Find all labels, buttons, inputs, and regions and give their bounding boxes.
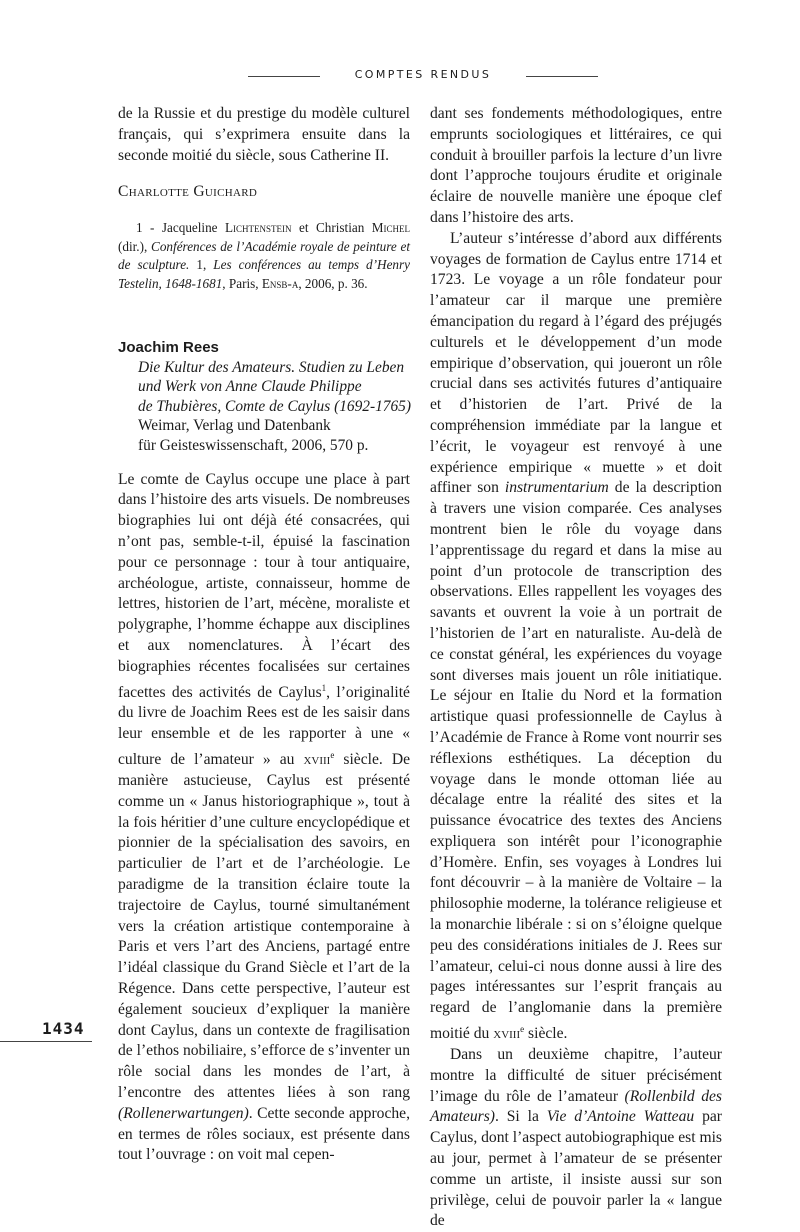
footnote-text: 1 - Jacqueline	[136, 220, 225, 236]
footnote-author: Lichtenstein	[225, 220, 292, 236]
review-text: siècle. De manière astucieuse, Caylus est présenté comme un « Janus historiographique », tout à la fois héritier d’une culture encyclopédique et pionnier de la spécialisation des savoirs, en particulier de l’art et de l’archéologie. Le paradigme de la transition éclaire toute la trajectoire de Caylus, tourné simultanément vers la création artistique contemporaine à Paris et vers l’art des Anciens, partagé entre l’idéal classique du Grand Siècle et l’art de la Régence. Dans cette perspective, l’auteur est également soucieux d’expliquer la manière dont Caylus, dans un contexte de fragilisation de l’ethos nobiliaire, s’efforce de s’inventer un rôle social dans les mondes de l’art, à l’encontre des attentes liées à son rang	[118, 751, 410, 1102]
right-column	[430, 104, 722, 1232]
footnote-text: et Christian	[291, 220, 372, 236]
review-latin-term: instrumentarium	[504, 479, 609, 497]
footnote-author: Michel	[371, 220, 411, 236]
footnote-text: 1,	[189, 257, 214, 273]
footnote-text: , Paris,	[222, 275, 262, 291]
review-text: , l’originalité du livre de Joachim Rees est de les saisir dans leur ensemble et de les rapporter à une « culture de l’amateur » au	[118, 683, 410, 769]
page-number: 1434	[42, 1019, 85, 1038]
book-reference	[118, 338, 410, 456]
review-text: . Si la	[494, 1108, 547, 1126]
left-paragraph-continued: de la Russie et du prestige du modèle culturel français, qui s’exprimera ensuite dans la seconde moitié du siècle, sous Catherine II.	[118, 105, 410, 164]
left-column	[118, 104, 410, 1166]
right-paragraph-continued: dant ses fondements méthodologiques, entre emprunts sociologiques et littéraires, ce qui conduit à brouiller parfois la lecture d’un livre dont l’approche toujours érudite et originale éclaire de nouvelle manière une époque clef dans l’histoire des arts.	[430, 105, 722, 226]
century-numeral: xviii	[303, 751, 331, 769]
footnote-marker: 1	[321, 682, 327, 693]
book-title-line: und Werk von Anne Claude Philippe	[138, 378, 362, 396]
book-publisher-line: für Geisteswissenschaft, 2006, 570 p.	[138, 436, 369, 454]
review-paragraph	[118, 470, 410, 1167]
book-title-line: de Thubières, Comte de Caylus (1692-1765)	[138, 397, 412, 415]
book-details	[118, 358, 410, 456]
footnote-title: Conférences de l’Académie royale de peinture et de sculpture.	[118, 238, 410, 273]
review-paragraph	[430, 1045, 722, 1232]
footnote-text: , 2006, p. 36.	[298, 275, 368, 291]
running-header	[248, 68, 598, 84]
footnote-title: Les conférences au temps d’Henry Testelin, 1648-1681	[118, 257, 411, 291]
review-paragraph	[430, 229, 722, 1045]
review-text: de la description à travers une vision comparée. Ces analyses montrent bien le rôle du voyage dans l’apprentissage du regard et dans la mise au point d’un protocole de transcription des observations. Elles rappellent les voyages des savants et ouvrent la voie à un portrait de l’historien de l’art en naturaliste. Au-delà de ce constat général, les expériences du voyage sont diverses mais jouent un rôle initiatique. Le séjour en Italie du Nord et la formation artistique quasi professionnelle de Caylus à l’Académie de France à Rome vont nourrir ses réflexions esthétiques. La déception du voyage dans le monde ottoman liée au décalage entre la réalité des sites et la puissance évocatrice des textes des Anciens expliquera son intérêt pour l’iconographie d’Homère. Enfin, ses voyages à Londres lui font découvrir – à la manière de Voltaire – la philosophie moderne, la tolérance religieuse et la monarchie libérale : si on s’éloigne quelque peu des considérations initiales de J. Rees sur l’amateur, celui-ci nous donne aussi à lire des pages intéressantes sur l’esprit français au regard de l’anglomanie dans la première moitié du	[430, 479, 722, 1043]
footnote-text: (dir.),	[118, 238, 152, 254]
footnote	[118, 219, 410, 293]
review-text: . Cette seconde approche, en termes de rôles sociaux, est présente dans tout l’ouvrage : on voit mal cepen-	[118, 1104, 410, 1164]
book-title-line: Die Kultur des Amateurs. Studien zu Leben	[138, 358, 405, 376]
century-suffix: e	[520, 1024, 525, 1035]
century-numeral: xviii	[493, 1025, 521, 1043]
reviewer-signature: Charlotte Guichard	[118, 183, 258, 201]
review-work-title: Vie d’Antoine Watteau	[546, 1108, 695, 1126]
review-german-term: (Rollenbild des Amateurs)	[430, 1087, 722, 1126]
book-author: Joachim Rees	[118, 338, 219, 356]
review-text: L’auteur s’intéresse d’abord aux différents voyages de formation de Caylus entre 1714 et 1723. Le voyage a un rôle fondateur pour l’amateur car il marque une première émancipation du regard à l’égard des préjugés culturels et le développement d’un mode empirique d’observation, qui joueront un rôle crucial dans ses activités futures d’antiquaire et d’historien de l’art. Privé de la compréhension immédiate par la langue et l’écrit, le voyageur est renvoyé à une expérience empirique « muette » et doit affiner son	[430, 229, 722, 497]
review-german-term: (Rollenerwartungen)	[118, 1104, 249, 1122]
folio-rule	[0, 1041, 92, 1042]
review-text: siècle.	[524, 1025, 568, 1043]
footnote-publisher: Ensb-a	[261, 275, 299, 291]
century-suffix: e	[330, 750, 335, 761]
section-title: COMPTES RENDUS	[354, 68, 492, 81]
book-publisher-line: Weimar, Verlag und Datenbank	[138, 417, 331, 435]
review-text: par Caylus, dont l’aspect autobiographique est mis au jour, permet à l’amateur de se présenter comme un artiste, il insiste aussi sur son privilège, celui de pouvoir parler la « langue de	[430, 1108, 722, 1230]
review-text: Dans un deuxième chapitre, l’auteur montre la difficulté de situer précisément l’image du rôle de l’amateur	[430, 1046, 722, 1105]
header-rule-right	[526, 76, 598, 77]
review-text: Le comte de Caylus occupe une place à part dans l’histoire des arts visuels. De nombreuses biographies lui ont déjà été consacrées, qui n’ont pas, semble-t-il, épuisé la fascination pour ce personnage : tour à tour antiquaire, archéologue, artiste, connaisseur, homme de lettres, historien de l’art, mécène, moraliste et polygraphe, l’homme échappe aux disciplines et aux nomenclatures. À l’écart des biographies récentes focalisées sur certaines facettes des activités de Caylus	[118, 470, 410, 701]
